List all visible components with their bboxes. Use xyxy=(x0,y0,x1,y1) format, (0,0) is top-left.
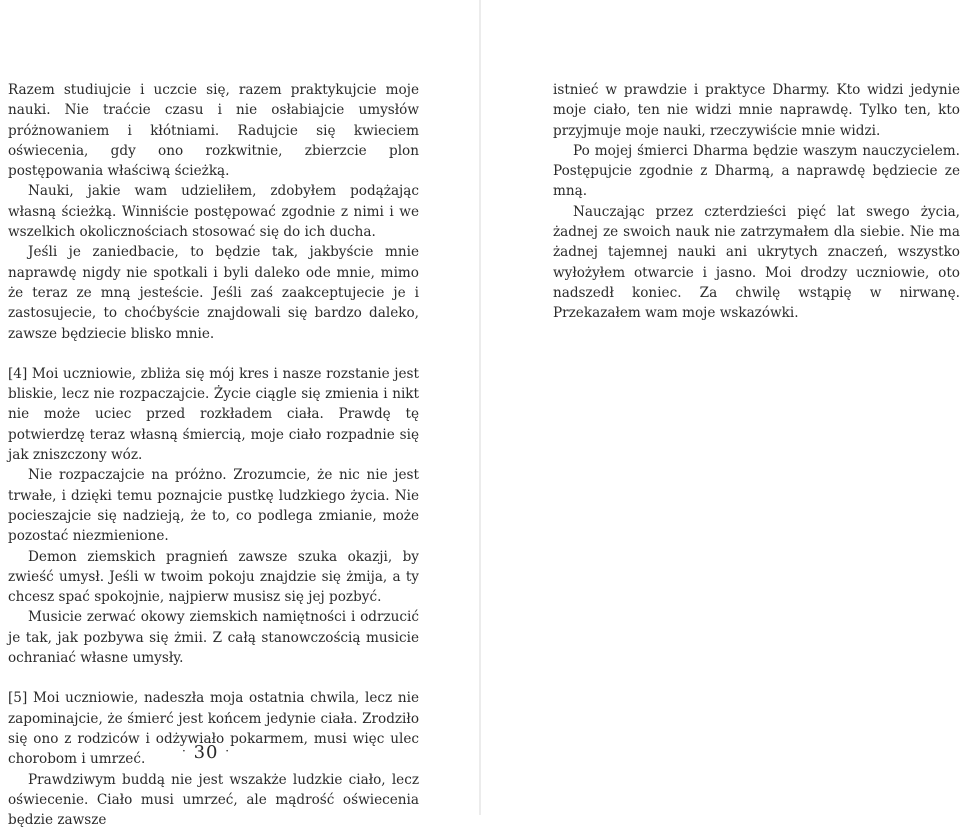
paragraph: Razem studiujcie i uczcie się, razem praktykujcie moje nauki. Nie traćcie czasu i nie osłabiajcie umysłów próżnowaniem i kłótniami. Radujcie się kwieciem oświecenia, gdy ono rozkwitnie, zbierzcie plon postępowania właściwą ścieżką. xyxy=(8,80,419,181)
paragraph: [5] Moi uczniowie, nadeszła moja ostatnia chwila, lecz nie zapominajcie, że śmierć jest końcem jedynie ciała. Zrodziło się ono z rodziców i odżywiało pokarmem, musi więc ulec chorobom i umrzeć. xyxy=(8,688,419,769)
left-text-column xyxy=(8,80,419,830)
left-page xyxy=(0,0,480,815)
paragraph: istnieć w prawdzie i praktyce Dharmy. Kto widzi jedynie moje ciało, ten nie widzi mnie naprawdę. Tylko ten, kto przyjmuje moje nauki, rzeczywiście mnie widzi. xyxy=(553,80,960,141)
paragraph: [4] Moi uczniowie, zbliża się mój kres i nasze rozstanie jest bliskie, lecz nie rozpaczajcie. Życie ciągle się zmienia i nikt nie może uciec przed rozkładem ciała. Prawdę tę potwierdzę teraz własną śmiercią, moje ciało rozpadnie się jak zniszczony wóz. xyxy=(8,364,419,465)
page-number xyxy=(182,739,230,765)
paragraph: Nie rozpaczajcie na próżno. Zrozumcie, że nic nie jest trwałe, i dzięki temu poznajcie pustkę ludzkiego życia. Nie pocieszajcie się nadzieją, że to, co podlega zmianie, może pozostać niezmienione. xyxy=(8,465,419,546)
section-4 xyxy=(8,364,419,668)
paragraph: Nauki, jakie wam udzieliłem, zdobyłem podążając własną ścieżką. Winniście postępować zgodnie z nimi i we wszelkich okolicznościach stosować się do ich ducha. xyxy=(8,181,419,242)
paragraph: Jeśli je zaniedbacie, to będzie tak, jakbyście mnie naprawdę nigdy nie spotkali i byli daleko ode mnie, mimo że teraz ze mną jesteście. Jeśli zaś zaakceptujecie je i zastosujecie, to choćbyście znajdowali się bardzo daleko, zawsze będziecie blisko mnie. xyxy=(8,242,419,343)
folio-dot-left: · xyxy=(182,744,187,758)
paragraph: Po mojej śmierci Dharma będzie waszym nauczycielem. Postępujcie zgodnie z Dharmą, a naprawdę będziecie ze mną. xyxy=(553,141,960,202)
right-text-column xyxy=(553,80,960,324)
paragraph: Demon ziemskich pragnień zawsze szuka okazji, by zwieść umysł. Jeśli w twoim pokoju znajdzie się żmija, a ty chcesz spać spokojnie, najpierw musisz się jej pozbyć. xyxy=(8,547,419,608)
folio-dot-right: · xyxy=(225,744,230,758)
paragraph: Prawdziwym buddą nie jest wszakże ludzkie ciało, lecz oświecenie. Ciało musi umrzeć, ale mądrość oświecenia będzie zawsze xyxy=(8,770,419,830)
paragraph: Musicie zerwać okowy ziemskich namiętności i odrzucić je tak, jak pozbywa się żmii. Z całą stanowczością musicie ochraniać własne umysły. xyxy=(8,607,419,668)
paragraph: Nauczając przez czterdzieści pięć lat swego życia, żadnej ze swoich nauk nie zatrzymałem dla siebie. Nie ma żadnej tajemnej nauki ani ukrytych znaczeń, wszystko wyłożyłem otwarcie i jasno. Moi drodzy uczniowie, oto nadszedł koniec. Za chwilę wstąpię w nirwanę. Przekazałem wam moje wskazówki. xyxy=(553,202,960,324)
page-number-value: 30 xyxy=(194,742,219,763)
right-page xyxy=(481,0,960,815)
